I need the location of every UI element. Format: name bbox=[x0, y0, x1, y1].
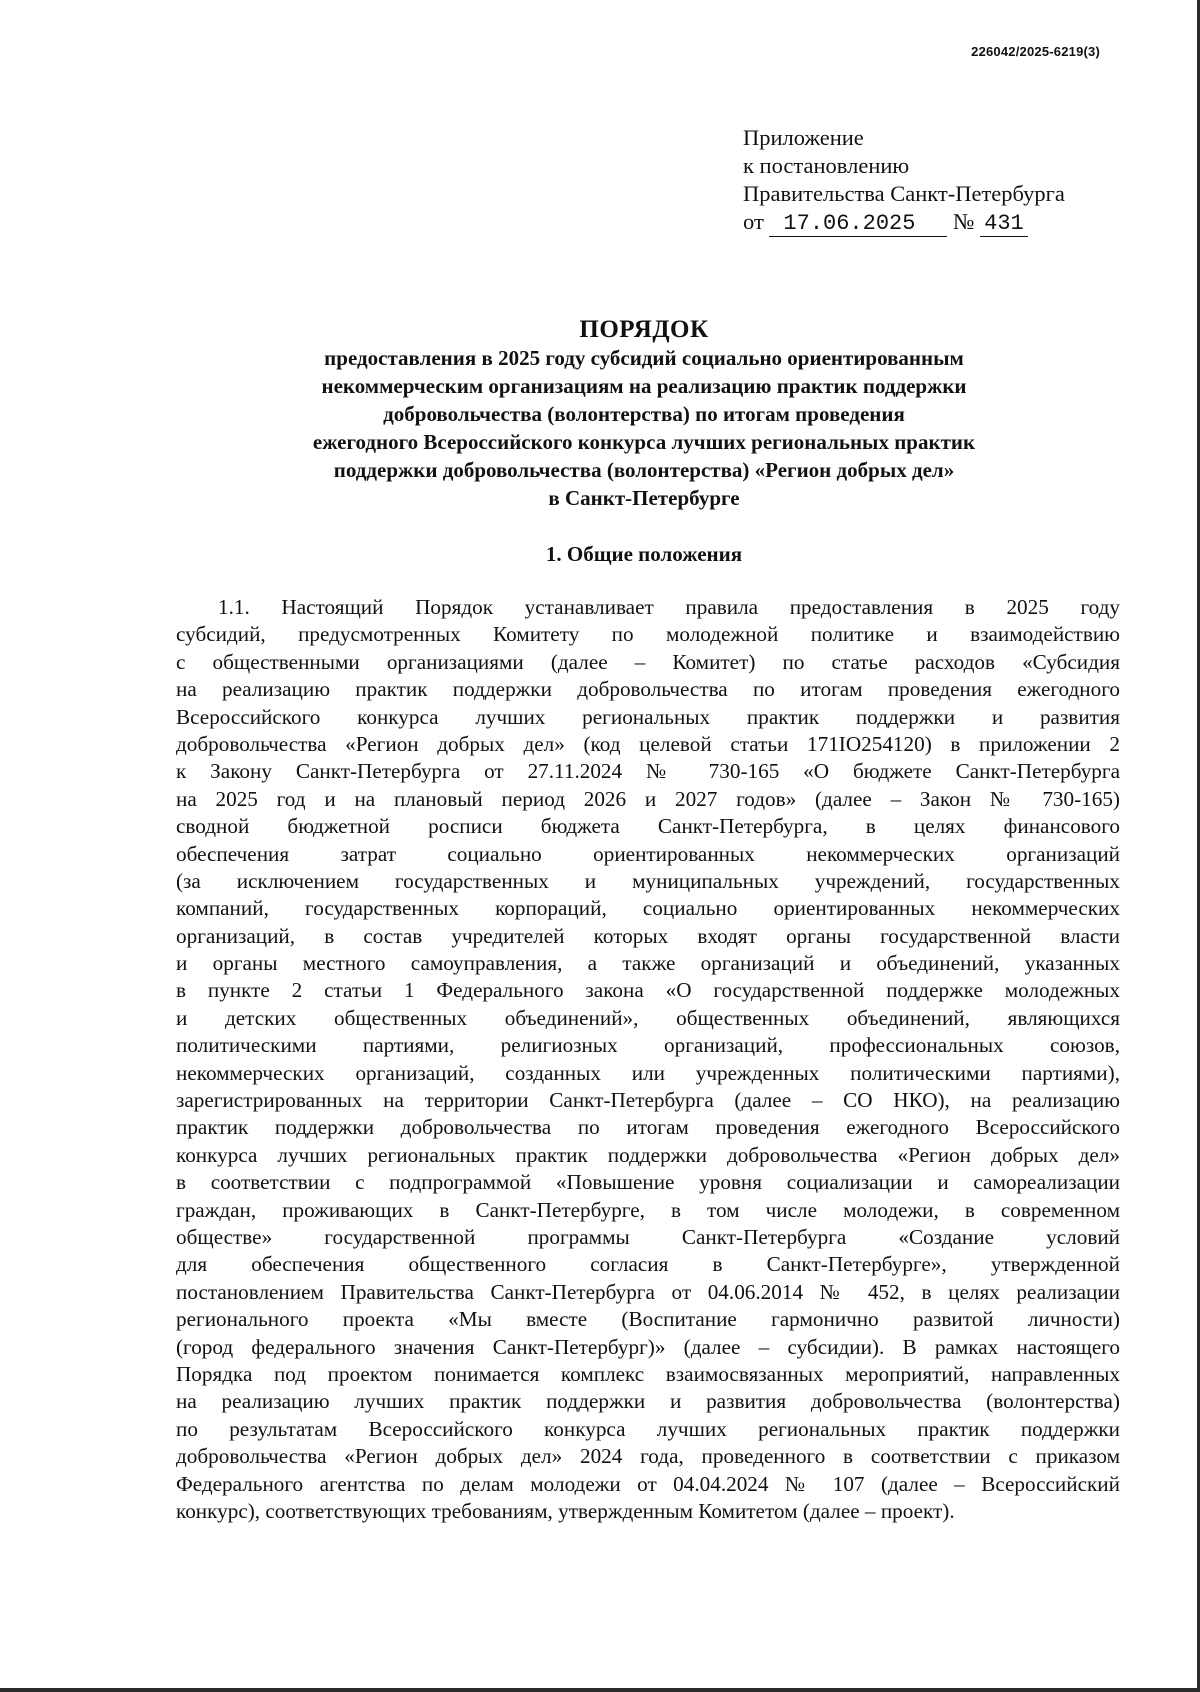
paragraph-line: некоммерческих организаций, созданных или учрежденных политическими партиями), bbox=[176, 1060, 1120, 1085]
subtitle-line: предоставления в 2025 году субсидий социально ориентированным bbox=[324, 346, 964, 370]
subtitle-line: поддержки добровольчества (волонтерства) «Регион добрых дел» bbox=[333, 458, 955, 482]
paragraph-line: сводной бюджетной росписи бюджета Санкт-Петербурга, в целях финансового bbox=[176, 814, 1120, 839]
paragraph-line: в соответствии с подпрограммой «Повышение уровня социализации и самореализации bbox=[176, 1170, 1120, 1195]
paragraph-line: практик поддержки добровольчества по итогам проведения ежегодного Всероссийского bbox=[176, 1115, 1120, 1140]
paragraph-line: конкурса лучших региональных практик поддержки добровольчества «Регион добрых дел» bbox=[176, 1142, 1120, 1167]
paragraph-line: обществе» государственной программы Санкт-Петербурга «Создание условий bbox=[176, 1224, 1120, 1249]
paragraph-line: организаций, в состав учредителей которых входят органы государственной власти bbox=[176, 923, 1120, 948]
paragraph-1-1 bbox=[176, 594, 1120, 1525]
paragraph-line: и детских общественных объединений», общественных объединений, являющихся bbox=[176, 1005, 1120, 1030]
paragraph-line: на реализацию лучших практик поддержки и развития добровольчества (волонтерства) bbox=[176, 1389, 1120, 1414]
paragraph-line: Всероссийского конкурса лучших региональных практик поддержки и развития bbox=[176, 704, 1120, 729]
paragraph-line: (город федерального значения Санкт-Петербург)» (далее – субсидии). В рамках настоящего bbox=[176, 1334, 1120, 1359]
paragraph-line: с общественными организациями (далее – Комитет) по статье расходов «Субсидия bbox=[176, 649, 1120, 674]
paragraph-line: регионального проекта «Мы вместе (Воспитание гармонично развитой личности) bbox=[176, 1307, 1120, 1332]
paragraph-line: компаний, государственных корпораций, социально ориентированных некоммерческих bbox=[176, 896, 1120, 921]
paragraph-line: в пункте 2 статьи 1 Федерального закона «О государственной поддержке молодежных bbox=[176, 978, 1120, 1003]
paragraph-line: 1.1. Настоящий Порядок устанавливает правила предоставления в 2025 году bbox=[218, 595, 1120, 619]
paragraph-line: на реализацию практик поддержки добровольчества по итогам проведения ежегодного bbox=[176, 677, 1120, 702]
paragraph-line: по результатам Всероссийского конкурса лучших региональных практик поддержки bbox=[176, 1416, 1120, 1441]
paragraph-line: обеспечения затрат социально ориентированных некоммерческих организаций bbox=[176, 841, 1120, 866]
paragraph-line: субсидий, предусмотренных Комитету по молодежной политике и взаимодействию bbox=[176, 622, 1120, 647]
paragraph-line: добровольчества «Регион добрых дел» 2024 года, проведенного в соответствии с приказом bbox=[176, 1444, 1120, 1469]
subtitle-line: ежегодного Всероссийского конкурса лучших региональных практик bbox=[312, 430, 976, 454]
date-prefix: от bbox=[743, 209, 764, 234]
appendix-line-1: Приложение bbox=[743, 125, 864, 150]
paragraph-line: политическими партиями, религиозных организаций, профессиональных союзов, bbox=[176, 1033, 1120, 1058]
subtitle-line: в Санкт-Петербурге bbox=[548, 486, 740, 510]
appendix-line-3: Правительства Санкт-Петербурга bbox=[743, 181, 1065, 206]
section-heading: 1. Общие положения bbox=[545, 542, 743, 566]
paragraph-line: Порядка под проектом понимается комплекс взаимосвязанных мероприятий, направленных bbox=[176, 1361, 1120, 1386]
paragraph-line: конкурс), соответствующих требованиям, утвержденным Комитетом (далее – проект). bbox=[176, 1498, 955, 1523]
paragraph-line: добровольчества «Регион добрых дел» (код целевой статьи 171IO254120) в приложении 2 bbox=[176, 731, 1120, 756]
paragraph-line: и органы местного самоуправления, а также организаций и объединений, указанных bbox=[176, 951, 1120, 976]
paragraph-line: постановлением Правительства Санкт-Петербурга от 04.06.2014 № 452, в целях реализации bbox=[176, 1279, 1120, 1304]
paragraph-line: Федерального агентства по делам молодежи от 04.04.2024 № 107 (далее – Всероссийский bbox=[176, 1471, 1120, 1496]
subtitle-line: добровольчества (волонтерства) по итогам проведения bbox=[383, 402, 905, 426]
paragraph-line: (за исключением государственных и муниципальных учреждений, государственных bbox=[176, 868, 1120, 893]
number-field: 431 bbox=[980, 212, 1028, 237]
paragraph-line: граждан, проживающих в Санкт-Петербурге, в том числе молодежи, в современном bbox=[176, 1197, 1120, 1222]
paragraph-line: зарегистрированных на территории Санкт-Петербурга (далее – СО НКО), на реализацию bbox=[176, 1088, 1120, 1113]
document-registration-number: 226042/2025-6219(3) bbox=[971, 44, 1100, 59]
number-prefix: № bbox=[953, 209, 975, 234]
document-title: ПОРЯДОК bbox=[579, 316, 709, 343]
paragraph-line: на 2025 год и на плановый период 2026 и 2027 годов» (далее – Закон № 730-165) bbox=[176, 786, 1120, 811]
subtitle-line: некоммерческим организациям на реализацию практик поддержки bbox=[321, 374, 967, 398]
appendix-line-2: к постановлению bbox=[743, 153, 910, 178]
date-field: 17.06.2025 bbox=[769, 212, 947, 237]
document-subtitle bbox=[260, 344, 1028, 512]
scan-edge-bottom bbox=[0, 1688, 1200, 1692]
appendix-date-line bbox=[743, 208, 1065, 237]
appendix-block bbox=[743, 124, 1065, 237]
paragraph-line: к Закону Санкт-Петербурга от 27.11.2024 № 730-165 «О бюджете Санкт-Петербурга bbox=[176, 759, 1120, 784]
paragraph-line: для обеспечения общественного согласия в Санкт-Петербурге», утвержденной bbox=[176, 1252, 1120, 1277]
